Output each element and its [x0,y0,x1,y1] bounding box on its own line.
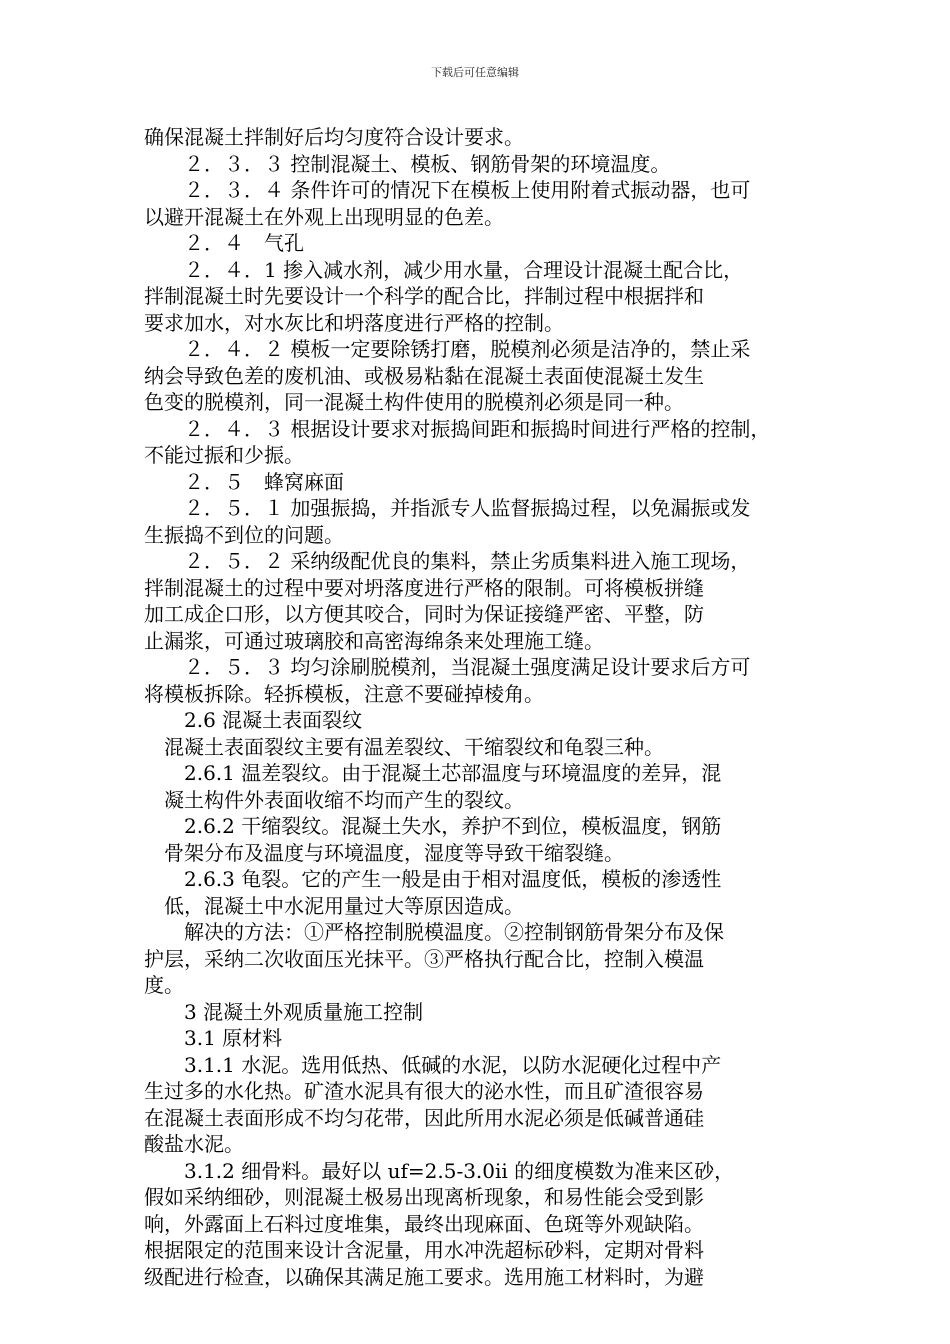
text-line: 凝土构件外表面收缩不均而产生的裂纹。 [144,787,524,812]
text-line: 将模板拆除。轻拆模板，注意不要碰掉棱角。 [144,681,544,706]
text-line: ２．５．３ 均匀涂刷脱模剂，当混凝土强度满足设计要求后方可 [144,655,751,679]
text-line: 3 混凝土外观质量施工控制 [144,999,424,1024]
text-line: 拌制混凝土的过程中要对坍落度进行严格的限制。可将模板拼缝 [144,575,704,600]
text-line: 2.6.1 温差裂纹。由于混凝土芯部温度与环境温度的差异，混 [144,761,722,785]
text-line: ２．５．１ 加强振捣，并指派专人监督振捣过程，以免漏振或发 [144,496,751,520]
text-line: 生振捣不到位的问题。 [144,522,344,547]
text-line: 拌制混凝土时先要设计一个科学的配合比，拌制过程中根据拌和 [144,284,704,308]
text-line: ２．５．２ 采纳级配优良的集料，禁止劣质集料进入施工现场， [144,549,751,573]
text-line: 要求加水，对水灰比和坍落度进行严格的控制。 [144,310,564,335]
text-line: 2.6 混凝土表面裂纹 [144,708,363,732]
text-line: ２．４．1 掺入减水剂，减少用水量，合理设计混凝土配合比， [144,257,744,282]
text-line: ２．４ 气孔 [144,231,304,255]
text-line: 响，外露面上石料过度堆集，最终出现麻面、色斑等外观缺陷。 [144,1211,704,1236]
page-header: 下载后可任意编辑 [431,66,519,79]
text-line: 3.1 原材料 [144,1026,283,1050]
text-line: 不能过振和少振。 [144,443,304,467]
text-line: 度。 [144,973,184,997]
text-line: ２．４．２ 模板一定要除锈打磨，脱模剂必须是洁净的，禁止采 [144,337,751,361]
text-line: 低，混凝土中水泥用量过大等原因造成。 [144,893,524,918]
text-line: ２．３．３ 控制混凝土、模板、钢筋骨架的环境温度。 [144,151,671,176]
text-line: 解决的方法：①严格控制脱模温度。②控制钢筋骨架分布及保 [144,920,724,944]
text-line: ２．４．３ 根据设计要求对振捣间距和振捣时间进行严格的控制， [144,416,771,441]
text-line: 假如采纳细砂，则混凝土极易出现离析现象，和易性能会受到影 [144,1185,704,1209]
text-line: 色变的脱模剂，同一混凝土构件使用的脱模剂必须是同一种。 [144,390,684,414]
text-line: 护层，采纳二次收面压光抹平。③严格执行配合比，控制入模温 [144,946,704,971]
text-line: 在混凝土表面形成不均匀花带，因此所用水泥必须是低碱普通硅 [144,1105,704,1130]
text-line: 根据限定的范围来设计含泥量，用水冲洗超标砂料，定期对骨料 [144,1238,704,1262]
text-line: 生过多的水化热。矿渣水泥具有很大的泌水性，而且矿渣很容易 [144,1079,704,1103]
text-line: 纳会导致色差的废机油、或极易粘黏在混凝土表面使混凝土发生 [144,363,704,388]
text-line: 加工成企口形，以方便其咬合，同时为保证接缝严密、平整，防 [144,602,704,626]
text-line: 确保混凝土拌制好后均匀度符合设计要求。 [144,125,524,149]
text-line: 止漏浆，可通过玻璃胶和高密海绵条来处理施工缝。 [144,628,604,653]
text-line: 级配进行检查，以确保其满足施工要求。选用施工材料时，为避 [144,1264,704,1289]
text-line: 混凝土表面裂纹主要有温差裂纹、干缩裂纹和龟裂三种。 [144,734,664,759]
text-line: 3.1.1 水泥。选用低热、低碱的水泥，以防水泥硬化过程中产 [144,1052,722,1077]
text-line: ２．５ 蜂窝麻面 [144,469,344,494]
text-line: 2.6.2 干缩裂纹。混凝土失水，养护不到位，模板温度，钢筋 [144,814,722,838]
text-line: ２．３．４ 条件许可的情况下在模板上使用附着式振动器，也可 [144,178,751,202]
text-line: 骨架分布及温度与环境温度，湿度等导致干缩裂缝。 [144,840,624,865]
text-line: 3.1.2 细骨料。最好以 uf=2.5-3.0ⅱ 的细度模数为准来区砂， [144,1158,735,1183]
document-body [144,124,784,1290]
text-line: 酸盐水泥。 [144,1132,244,1156]
text-line: 2.6.3 龟裂。它的产生一般是由于相对温度低，模板的渗透性 [144,867,722,891]
text-line: 以避开混凝土在外观上出现明显的色差。 [144,204,504,229]
